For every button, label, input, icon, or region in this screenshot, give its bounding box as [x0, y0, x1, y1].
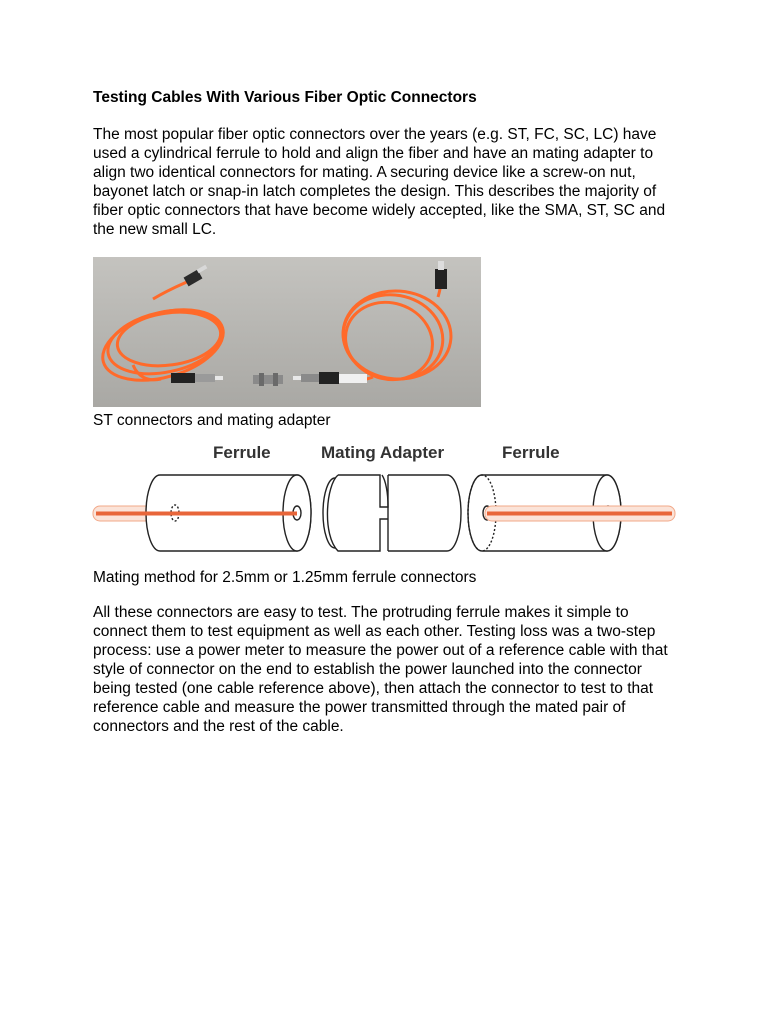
adapter-left-half: [338, 475, 388, 507]
diagram-label-ferrule-left: Ferrule: [213, 443, 271, 462]
diagram-caption: Mating method for 2.5mm or 1.25mm ferrule connectors: [93, 569, 477, 586]
testing-paragraph: All these connectors are easy to test. The protruding ferrule makes it simple to connect them to test equipment as well as each other. Testing loss was a two-step process: use a power meter to measure the power out of a reference cable with that style of connector on the end to establish the power launched into the connector being tested (one cable reference above), then attach the connector to test to that reference cable and measure the power transmitted through the mated pair of connectors and the rest of the cable.: [93, 604, 668, 735]
connectors-photo: [93, 257, 481, 407]
document-title: Testing Cables With Various Fiber Optic Connectors: [93, 89, 477, 106]
photo-background: [93, 257, 481, 407]
adapter-right-half: [388, 475, 461, 551]
photo-caption: ST connectors and mating adapter: [93, 412, 331, 429]
diagram-label-ferrule-right: Ferrule: [502, 443, 560, 462]
intro-paragraph: The most popular fiber optic connectors over the years (e.g. ST, FC, SC, LC) have used a cylindrical ferrule to hold and align the fiber and have an mating adapter to align two identical connectors for mating. A securing device like a screw-on nut, bayonet latch or snap-in latch completes the design. This describes the majority of fiber optic connectors that have become widely accepted, like the SMA, ST, SC and the new small LC.: [93, 126, 666, 238]
mating-diagram-drawing: [90, 440, 680, 565]
mating-diagram: [90, 440, 680, 565]
diagram-label-mating-adapter: Mating Adapter: [321, 443, 445, 462]
